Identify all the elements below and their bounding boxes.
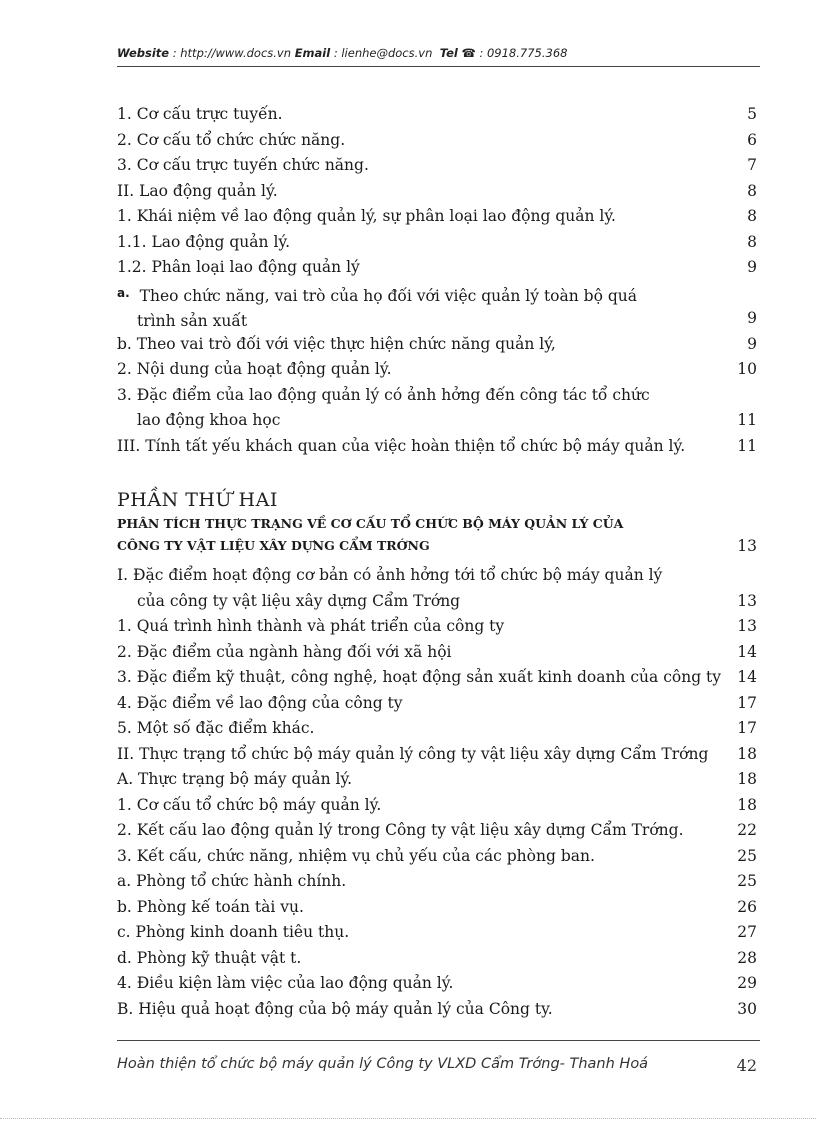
toc-entry-line1: 3. Đặc điểm của lao động quản lý có ảnh hởng đến công tác tổ chức [117,385,650,404]
toc-entry-line2: lao động khoa học [137,411,281,429]
toc-entry [117,946,757,972]
toc-entry-text: II. Lao động quản lý. [117,181,278,200]
toc-entry [117,665,757,691]
toc-entry-page: 18 [737,770,757,788]
toc-entry-page: 13 [737,591,757,610]
toc-entry [117,357,757,383]
toc-entry-page: 8 [747,232,757,251]
toc-entry-page: 18 [737,744,757,763]
toc-entry [117,716,757,742]
toc-entry-page: 8 [747,181,757,200]
page-edge-dots [0,1118,816,1119]
toc-entry-page: 10 [737,360,757,378]
toc-entry [117,691,757,717]
toc-entry-text: 1.1. Lao động quản lý. [117,232,291,251]
toc-top-group [117,102,757,281]
toc-entry [117,971,757,997]
section-gap [117,459,757,487]
toc-entry [117,920,757,946]
toc-entry [117,793,757,819]
toc-entry-page: 13 [737,617,757,635]
toc-entry-text: A. Thực trạng bộ máy quản lý. [117,770,353,788]
toc-entry-page: 18 [737,795,757,814]
toc-entry [117,102,757,128]
toc-entry [117,844,757,870]
toc-mid-group [117,332,757,383]
toc-entry-text: B. Hiệu quả hoạt động của bộ máy quản lý của Công ty. [117,999,553,1018]
toc-entry-page: 9 [747,334,757,353]
toc-entry-page: 14 [737,642,757,661]
toc-entry [117,204,757,230]
toc-entry-page: 17 [737,693,757,712]
toc-bottom-group [117,614,757,1022]
email-label: Email [294,46,331,60]
toc-entry-page: 14 [737,668,757,686]
toc-entry-text: d. Phòng kỹ thuật vật t. [117,948,302,967]
toc-entry-page: 22 [737,821,757,839]
toc-entry-text: 1. Khái niệm về lao động quản lý, sự phân loại lao động quản lý. [117,207,616,225]
page-footer [117,1056,757,1080]
email-value[interactable]: : lienhe@docs.vn [333,46,433,60]
toc-entry-text: 1. Cơ cấu tổ chức bộ máy quản lý. [117,795,382,814]
toc-entry-text: 3. Kết cấu, chức năng, nhiệm vụ chủ yếu của các phòng ban. [117,846,595,865]
toc-entry-page: 25 [737,872,757,890]
toc-entry-iii [117,434,757,460]
header-divider [117,66,760,67]
toc-entry-text: 3. Cơ cấu trực tuyến chức năng. [117,156,369,174]
toc-entry [117,869,757,895]
toc-entry-text: a. Phòng tổ chức hành chính. [117,872,347,890]
toc-entry [117,332,757,358]
toc-entry-text: III. Tính tất yếu khách quan của việc hoàn thiện tổ chức bộ máy quản lý. [117,436,686,455]
toc-entry-text [117,281,637,335]
toc-entry-text: 3. Đặc điểm kỹ thuật, công nghệ, hoạt động sản xuất kinh doanh của công ty [117,668,722,686]
toc-entry-page: 7 [747,156,757,174]
toc-entry [117,895,757,921]
page-number: 42 [736,1056,757,1075]
toc-entry [117,742,757,768]
toc-entry-page: 5 [747,105,757,123]
toc-entry [117,128,757,154]
footer-title: Hoàn thiện tổ chức bộ máy quản lý Công ty VLXD Cẩm Trớng- Thanh Hoá [117,1056,649,1072]
toc-entry-text: 2. Kết cấu lao động quản lý trong Công ty vật liệu xây dựng Cẩm Trớng. [117,821,684,839]
toc-entry [117,153,757,179]
part-heading-line1: PHÂN TÍCH THỰC TRẠNG VỀ CƠ CẤU TỔ CHỨC BỘ MÁY QUẢN LÝ CỦA [117,516,624,531]
toc-entry-text: 2. Đặc điểm của ngành hàng đối với xã hội [117,642,452,661]
toc-entry-text: c. Phòng kinh doanh tiêu thụ. [117,923,350,941]
toc-entry [117,614,757,640]
toc-entry-page: 11 [737,411,757,429]
toc-entry-page: 17 [737,719,757,737]
toc-entry-text: b. Phòng kế toán tài vụ. [117,897,304,916]
toc-entry-page: 6 [747,130,757,149]
toc-entry-page: 29 [737,974,757,992]
toc-entry-text: b. Theo vai trò đối với việc thực hiện chức năng quản lý, [117,334,556,353]
toc-entry-text: 4. Đặc điểm về lao động của công ty [117,693,403,712]
toc-entry-line2: của công ty vật liệu xây dựng Cẩm Trớng [137,591,461,610]
toc-entry-page: 11 [737,436,757,455]
toc-entry [117,255,757,281]
page-header [117,46,567,60]
part-heading [117,513,757,563]
toc-entry-page: 8 [747,207,757,225]
toc-entry-line1: Theo chức năng, vai trò của họ đối với việc quản lý toàn bộ quá [139,286,637,305]
toc-entry-text: 2. Nội dung của hoạt động quản lý. [117,360,392,378]
toc-entry-page: 28 [737,948,757,967]
table-of-contents [117,102,757,1022]
phone-icon: ☎ [461,46,476,60]
toc-entry-text: 1. Cơ cấu trực tuyến. [117,105,283,123]
toc-entry-text: II. Thực trạng tổ chức bộ máy quản lý công ty vật liệu xây dựng Cẩm Trớng [117,744,709,763]
toc-entry-text: 2. Cơ cấu tổ chức chức năng. [117,130,346,149]
toc-entry-mark: a. [117,285,130,300]
part-heading-line2: CÔNG TY VẬT LIỆU XÂY DỰNG CẨM TRỚNG [117,538,430,553]
toc-entry-page: 27 [737,923,757,941]
toc-entry-page: 9 [747,309,757,327]
toc-entry [117,230,757,256]
toc-entry-text: 4. Điều kiện làm việc của lao động quản lý. [117,974,454,992]
toc-entry-i [117,563,757,614]
toc-entry-3 [117,383,757,434]
toc-entry-text [117,383,650,434]
toc-entry-page: 30 [737,999,757,1018]
toc-entry-a [117,281,757,332]
toc-entry-text: 1.2. Phân loại lao động quản lý [117,258,360,276]
toc-entry [117,818,757,844]
toc-entry [117,640,757,666]
tel-value: : 0918.775.368 [479,46,568,60]
toc-entry [117,179,757,205]
toc-entry-text: 1. Quá trình hình thành và phát triển của công ty [117,617,505,635]
website-value[interactable]: : http://www.docs.vn [172,46,292,60]
toc-entry-page: 26 [737,897,757,916]
toc-entry-line1: I. Đặc điểm hoạt động cơ bản có ảnh hởng tới tổ chức bộ máy quản lý [117,566,663,584]
toc-entry [117,997,757,1023]
footer-divider [117,1040,760,1041]
toc-entry-page: 9 [747,258,757,276]
toc-entry-line2: trình sản xuất [137,312,248,330]
website-label: Website [117,46,170,60]
tel-label: Tel [439,46,458,60]
toc-entry [117,767,757,793]
part-heading-page: 13 [737,537,757,555]
part-title: PHẦN THỨ HAI [117,489,278,511]
toc-entry-page: 25 [737,846,757,865]
toc-entry-text [117,563,662,614]
toc-entry-text: 5. Một số đặc điểm khác. [117,719,315,737]
